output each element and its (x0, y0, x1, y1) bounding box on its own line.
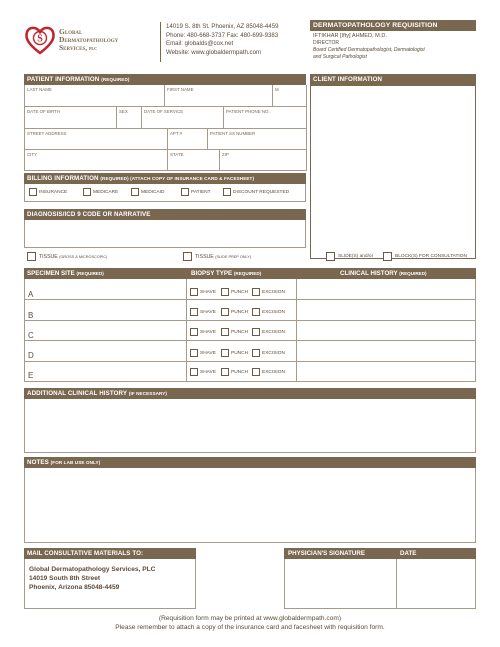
mail-line-3: Phoenix, Arizona 85048-4459 (29, 584, 120, 591)
punch-checkbox-d[interactable] (221, 349, 229, 357)
footer-line-2: Please remember to attach a copy of the insurance card and facesheet with requisition form. (115, 623, 385, 631)
patient-phone-label: PATIENT PHONE NO. (226, 109, 270, 114)
zip-label: ZIP (222, 152, 229, 157)
row-divider (25, 320, 476, 321)
specimen-grid (24, 279, 476, 382)
patient-info-grid (24, 85, 306, 171)
notes-header (24, 457, 476, 468)
date-box[interactable] (396, 559, 476, 609)
logo-text-3: Services, (59, 43, 88, 52)
slides-checkbox[interactable] (326, 252, 335, 261)
excision-label-e: EXCISION (262, 370, 285, 375)
excision-checkbox-b[interactable] (252, 308, 260, 316)
specimen-site-required: (REQUIRED) (76, 271, 104, 276)
doctor-cert-2: and Surgical Pathologist (313, 54, 367, 60)
additional-history-box[interactable] (24, 399, 476, 453)
shave-checkbox-e[interactable] (190, 368, 198, 376)
excision-checkbox-e[interactable] (252, 368, 260, 376)
clinical-history-required: (REQUIRED) (399, 271, 427, 276)
clinical-history-title: CLINICAL HISTORY (340, 270, 398, 277)
discount-checkbox[interactable] (223, 188, 231, 196)
header-divider (160, 22, 161, 62)
client-info-box[interactable] (310, 85, 476, 259)
specimen-col-divider-1 (186, 279, 187, 382)
blocks-checkbox[interactable] (383, 252, 392, 261)
specimen-site-title: SPECIMEN SITE (27, 270, 75, 277)
punch-label-e: PUNCH (231, 370, 249, 375)
tissue-slide-prep-label: TISSUE (195, 254, 214, 260)
discount-label: DISCOUNT REQUESTED (233, 190, 290, 195)
shave-label-a: SHAVE (200, 290, 216, 295)
shave-checkbox-d[interactable] (190, 349, 198, 357)
svg-text:S: S (37, 33, 43, 45)
medicare-label: MEDICARE (93, 190, 119, 195)
excision-label-b: EXCISION (262, 310, 285, 315)
billing-required: (REQUIRED) (ATTACH COPY OF INSURANCE CARD & FACESHEET) (100, 176, 255, 181)
city-label: CITY (27, 152, 38, 157)
insurance-checkbox[interactable] (29, 188, 37, 196)
billing-header (24, 173, 306, 184)
diagnosis-title: DIAGNOSIS/ICD 9 CODE OR NARRATIVE (24, 209, 306, 220)
specimen-letter-c: C (28, 331, 34, 340)
logo-plc: PLC (88, 46, 97, 51)
punch-checkbox-a[interactable] (221, 288, 229, 296)
street-address-label: STREET ADDRESS (27, 131, 67, 136)
punch-label-b: PUNCH (231, 310, 249, 315)
row-divider (25, 340, 476, 341)
punch-checkbox-b[interactable] (221, 308, 229, 316)
slides-label: SLIDE(S) and/or (338, 254, 374, 259)
patient-info-header (24, 74, 306, 85)
apt-label: APT # (170, 131, 183, 136)
blocks-label: BLOCK(S) FOR CONSULTATION (395, 254, 467, 259)
biopsy-type-required: (REQUIRED) (233, 271, 262, 276)
date-title: DATE (400, 550, 417, 557)
notes-note: (FOR LAB USE ONLY) (50, 460, 101, 465)
signature-box[interactable] (284, 559, 397, 609)
middle-initial-label: M (275, 87, 279, 92)
mail-line-2: 14019 South 8th Street (29, 575, 101, 582)
excision-label-c: EXCISION (262, 330, 285, 335)
shave-label-d: SHAVE (200, 351, 216, 356)
logo-text-2: Dermatopathology (59, 35, 119, 44)
shave-label-e: SHAVE (200, 370, 216, 375)
email-text: Email: globalds@cox.net (166, 40, 234, 48)
biopsy-type-title: BIOPSY TYPE (191, 270, 233, 277)
logo-text-1: Global (59, 27, 83, 36)
clinical-history-header (340, 268, 427, 279)
sex-label: SEX (119, 109, 128, 114)
shave-label-b: SHAVE (200, 310, 216, 315)
city-field[interactable] (25, 150, 168, 171)
requisition-title: DERMATOPATHOLOGY REQUISITION (310, 20, 476, 31)
state-label: STATE (170, 152, 184, 157)
excision-checkbox-c[interactable] (252, 328, 260, 336)
footer (24, 615, 476, 632)
patient-checkbox[interactable] (181, 188, 189, 196)
row-divider (25, 361, 476, 362)
heart-logo-icon (24, 24, 56, 56)
excision-checkbox-a[interactable] (252, 288, 260, 296)
specimen-letter-d: D (28, 351, 34, 360)
ssn-label: PATIENT SS NUMBER (210, 131, 256, 136)
tissue-slide-prep-option (195, 254, 251, 260)
billing-title: BILLING INFORMATION (27, 175, 99, 182)
website-text: Website: www.globaldermpath.com (166, 48, 262, 56)
footer-line-1: (Requisition form may be printed at www.globaldermpath.com) (158, 615, 342, 622)
excision-label-a: EXCISION (262, 290, 285, 295)
excision-label-d: EXCISION (262, 351, 285, 356)
tissue-slide-prep-note: (SLIDE PREP ONLY) (215, 255, 252, 259)
punch-label-d: PUNCH (231, 351, 249, 356)
additional-history-note: (IF NECESSARY) (128, 391, 168, 396)
doctor-name: IFTIKHAR [Ifty] AHMED, M.D. (313, 33, 387, 39)
punch-checkbox-e[interactable] (221, 368, 229, 376)
punch-label-c: PUNCH (231, 330, 249, 335)
patient-info-required: (REQUIRED) (101, 77, 130, 82)
mail-line-1: Global Dermatopathology Services, PLC (29, 566, 156, 573)
tissue-gross-option (39, 254, 107, 260)
patient-info-title: PATIENT INFORMATION (27, 76, 100, 83)
tissue-gross-label: TISSUE (39, 254, 58, 260)
notes-title: NOTES (27, 459, 49, 466)
insurance-label: INSURANCE (39, 190, 68, 195)
shave-checkbox-c[interactable] (190, 328, 198, 336)
billing-options (24, 184, 306, 202)
medicaid-label: MEDICAID (141, 190, 165, 195)
specimen-letter-e: E (28, 371, 34, 380)
contact-block (166, 23, 278, 57)
medicaid-checkbox[interactable] (131, 188, 139, 196)
dob-label: DATE OF BIRTH (27, 109, 61, 114)
punch-checkbox-c[interactable] (221, 328, 229, 336)
specimen-letter-a: A (28, 290, 34, 299)
address-text: 14019 S. 8th St. Phoenix, AZ 85048-4459 (166, 23, 279, 30)
tissue-gross-note: (GROSS & MICROSCOPIC) (59, 255, 108, 259)
client-info-title: CLIENT INFORMATION (310, 74, 476, 85)
specimen-col-divider-2 (296, 279, 297, 382)
notes-box[interactable] (24, 468, 476, 543)
doctor-role: DIRECTOR (313, 40, 340, 46)
row-divider (25, 299, 476, 300)
zip-field[interactable] (220, 150, 307, 171)
medicare-checkbox[interactable] (83, 188, 91, 196)
mail-address-box (24, 559, 196, 609)
shave-label-c: SHAVE (200, 330, 216, 335)
additional-history-header (24, 388, 476, 399)
last-name-label: LAST NAME (27, 87, 52, 92)
shave-checkbox-a[interactable] (190, 288, 198, 296)
dos-label: DATE OF SERVICE (144, 109, 184, 114)
biopsy-type-header (191, 268, 261, 279)
patient-label: PATIENT (191, 190, 211, 195)
doctor-cert-1: Board Certified Dermatopathologist, Dermatologist (313, 47, 425, 53)
tissue-gross-checkbox[interactable] (27, 252, 36, 261)
logo (24, 24, 134, 58)
tissue-slide-prep-checkbox[interactable] (183, 252, 192, 261)
first-name-label: FIRST NAME (167, 87, 194, 92)
phone-fax-text: Phone: 480-668-3737 Fax: 480-699-9383 (166, 31, 279, 39)
additional-history-title: ADDITIONAL CLINICAL HISTORY (27, 390, 127, 397)
specimen-site-header (27, 268, 104, 279)
excision-checkbox-d[interactable] (252, 349, 260, 357)
signature-title: PHYSICIAN'S SIGNATURE (288, 550, 365, 557)
doctor-block (313, 33, 425, 61)
diagnosis-box[interactable] (24, 220, 306, 248)
specimen-letter-b: B (28, 311, 34, 320)
mail-title: MAIL CONSULTATIVE MATERIALS TO: (24, 548, 196, 559)
shave-checkbox-b[interactable] (190, 308, 198, 316)
punch-label-a: PUNCH (231, 290, 249, 295)
